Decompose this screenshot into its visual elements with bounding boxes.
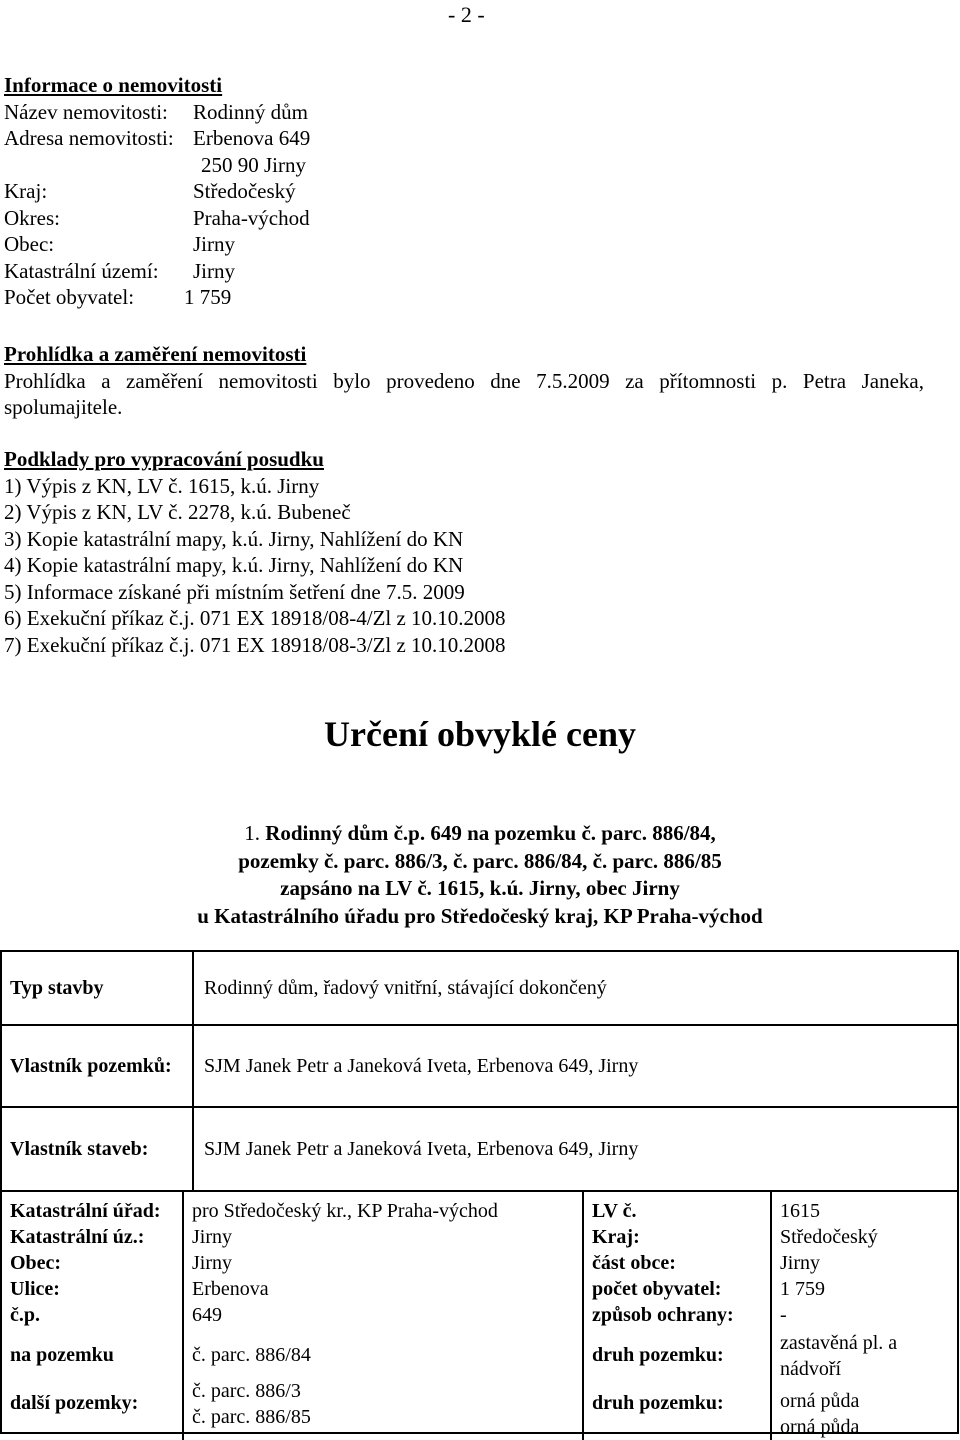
info-row — [4, 125, 310, 152]
building-owner-value: SJM Janek Petr a Janeková Iveta, Erbenova 649, Jirny — [193, 1107, 958, 1191]
other-plots-label: další pozemky: — [10, 1392, 139, 1414]
region-label: Kraj: — [592, 1226, 640, 1248]
cadastre-values-2 — [772, 1192, 957, 1440]
source-item: 2) Výpis z KN, LV č. 2278, k.ú. Bubeneč — [4, 500, 351, 524]
land-owner-value: SJM Janek Petr a Janeková Iveta, Erbenova 649, Jirny — [193, 1025, 958, 1107]
land-type-value: zastavěná pl. a — [780, 1332, 898, 1354]
source-item: 3) Kopie katastrální mapy, k.ú. Jirny, Nahlížení do KN — [4, 526, 464, 551]
info-key: Adresa nemovitosti: — [4, 126, 174, 150]
info-row — [4, 231, 310, 258]
info-row — [4, 284, 310, 311]
source-item: 4) Kopie katastrální mapy, k.ú. Jirny, Nahlížení do KN — [4, 553, 464, 577]
info-value: Jirny — [193, 258, 235, 283]
cadastre-values — [184, 1192, 584, 1440]
info-key: Katastrální území: — [4, 258, 159, 283]
info-value: 1 759 — [184, 285, 232, 309]
sources-title: Podklady pro vypracování posudku — [4, 447, 324, 471]
plot-value: č. parc. 886/84 — [192, 1344, 311, 1366]
municipality-value: Jirny — [192, 1252, 232, 1274]
info-key — [4, 152, 193, 179]
info-row — [4, 152, 310, 179]
cadastral-office-label: Katastrální úřad: — [10, 1200, 161, 1222]
inspection-text-line: Prohlídka a zaměření nemovitosti bylo provedeno dne 7.5.2009 za přítomnosti p. Petra Janeka, — [4, 368, 924, 393]
source-item: 5) Informace získané při místním šetření dne 7.5. 2009 — [4, 579, 465, 604]
page-number: - 2 - — [448, 2, 485, 27]
land-owner-label: Vlastník pozemků: — [1, 1025, 193, 1107]
inspection-title: Prohlídka a zaměření nemovitosti — [4, 342, 307, 366]
protection-label: způsob ochrany: — [592, 1304, 734, 1326]
cadastre-grid-cell — [1, 1191, 958, 1438]
info-key: Název nemovitosti: — [4, 99, 168, 124]
info-row — [4, 99, 310, 126]
cadastral-area-value: Jirny — [192, 1226, 232, 1248]
building-owner-label: Vlastník staveb: — [1, 1107, 193, 1191]
cadastre-labels-2 — [584, 1192, 772, 1440]
table-row — [1, 1025, 958, 1107]
region-value: Středočeský — [780, 1226, 878, 1248]
municipality-label: Obec: — [10, 1252, 62, 1274]
property-heading-line1 — [0, 820, 960, 848]
land-type-value: orná půda — [780, 1390, 860, 1412]
other-plot-value: č. parc. 886/3 — [192, 1380, 301, 1402]
info-key: Kraj: — [4, 179, 48, 203]
source-item: 7) Exekuční příkaz č.j. 071 EX 18918/08-3/Zl z 10.10.2008 — [4, 632, 506, 657]
population-label: počet obyvatel: — [592, 1278, 722, 1300]
property-detail-table — [0, 950, 959, 1438]
property-info-title: Informace o nemovitosti — [4, 73, 223, 97]
property-heading-line4: u Katastrálního úřadu pro Středočeský kraj, KP Praha-východ — [197, 903, 763, 928]
info-value: Praha-východ — [193, 205, 310, 230]
cadastre-labels — [2, 1192, 184, 1440]
main-title: Určení obvyklé ceny — [324, 714, 636, 754]
cadastre-grid — [2, 1192, 957, 1438]
inspection-section — [4, 341, 924, 421]
source-item: 1) Výpis z KN, LV č. 1615, k.ú. Jirny — [4, 473, 320, 498]
land-type-label: druh pozemku: — [592, 1344, 724, 1366]
table-row — [1, 1107, 958, 1191]
info-value: Erbenova 649 — [193, 126, 311, 150]
street-label: Ulice: — [10, 1278, 60, 1300]
street-value: Erbenova — [192, 1278, 269, 1300]
lv-value: 1615 — [780, 1200, 820, 1222]
land-type-value: orná půda — [780, 1416, 860, 1438]
district-part-label: část obce: — [592, 1252, 676, 1274]
population-value: 1 759 — [780, 1278, 825, 1300]
property-info-section — [4, 72, 310, 311]
source-item: 6) Exekuční příkaz č.j. 071 EX 18918/08-4/Zl z 10.10.2008 — [4, 606, 506, 630]
info-row — [4, 205, 310, 232]
other-plot-value: č. parc. 886/85 — [192, 1406, 311, 1428]
property-heading-line2: pozemky č. parc. 886/3, č. parc. 886/84, č. parc. 886/85 — [238, 848, 722, 873]
info-row — [4, 178, 310, 205]
house-number-value: 649 — [192, 1304, 222, 1326]
info-key: Počet obyvatel: — [4, 285, 135, 309]
cadastral-area-label: Katastrální úz.: — [10, 1226, 145, 1248]
info-value: Středočeský — [193, 179, 296, 203]
building-type-label: Typ stavby — [1, 951, 193, 1025]
info-value: Rodinný dům — [193, 99, 308, 124]
info-row — [4, 258, 310, 285]
inspection-text-line: spolumajitele. — [4, 395, 123, 419]
property-heading-text: Rodinný dům č.p. 649 na pozemku č. parc. 886/84, — [265, 821, 716, 845]
lv-label: LV č. — [592, 1200, 637, 1222]
cadastral-office-value: pro Středočeský kr., KP Praha-východ — [192, 1200, 498, 1222]
info-value: Jirny — [193, 232, 235, 256]
sources-section — [4, 446, 506, 658]
building-type-value: Rodinný dům, řadový vnitřní, stávající dokončený — [193, 951, 958, 1025]
house-number-label: č.p. — [10, 1304, 40, 1326]
property-heading-line3: zapsáno na LV č. 1615, k.ú. Jirny, obec Jirny — [280, 876, 680, 900]
plot-label: na pozemku — [10, 1344, 114, 1366]
info-key: Okres: — [4, 205, 60, 230]
land-type-value: nádvoří — [780, 1358, 842, 1380]
table-row — [1, 1191, 958, 1433]
property-heading-number: 1. — [244, 821, 260, 845]
info-value: 250 90 Jirny — [201, 152, 306, 177]
district-part-value: Jirny — [780, 1252, 820, 1274]
info-key: Obec: — [4, 232, 55, 256]
property-heading — [0, 820, 960, 930]
land-type-label: druh pozemku: — [592, 1392, 724, 1414]
protection-value: - — [780, 1304, 787, 1326]
table-row — [1, 951, 958, 1025]
